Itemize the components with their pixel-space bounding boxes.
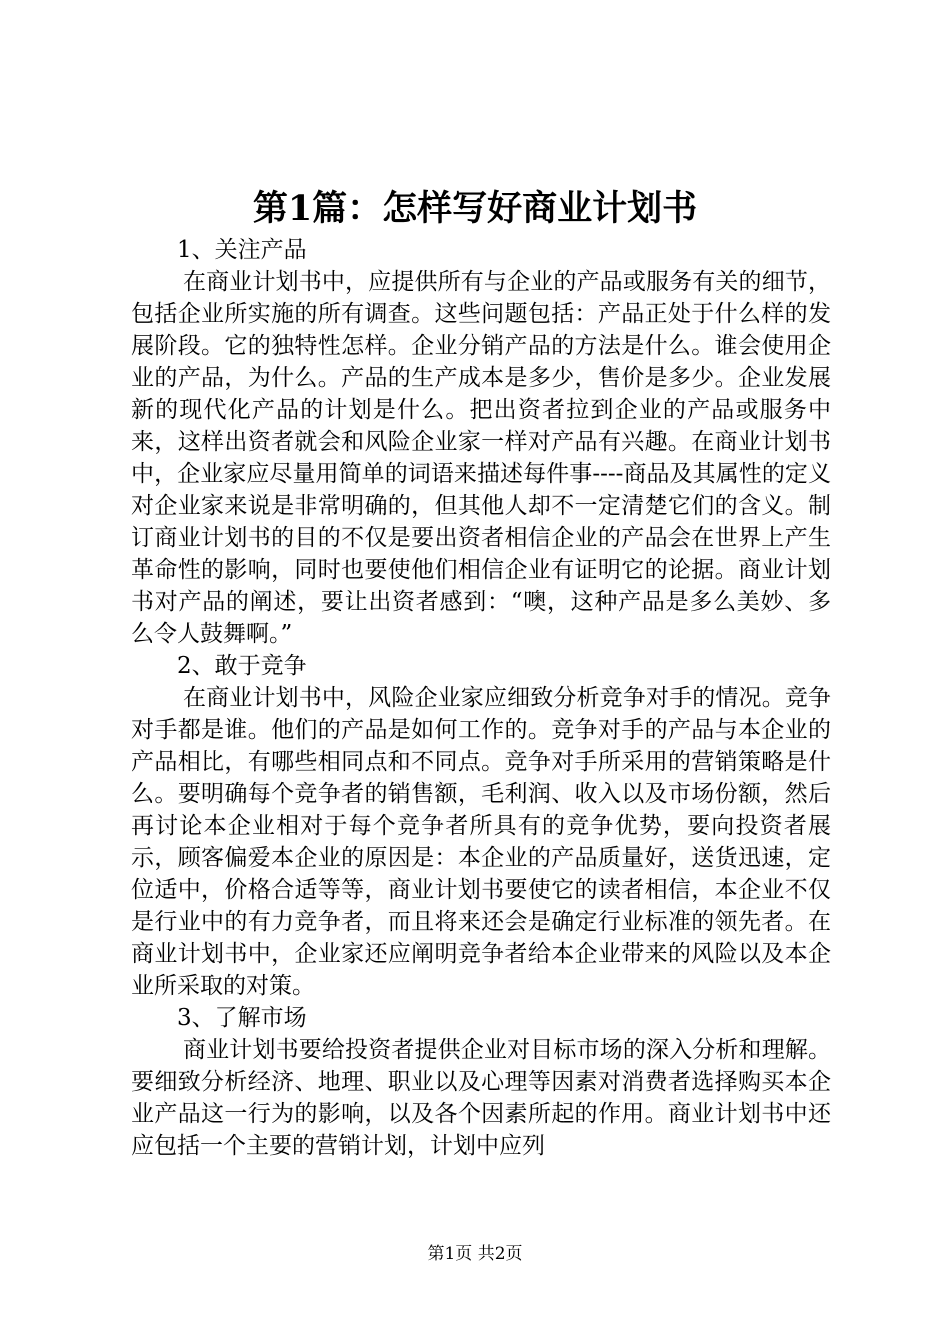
section-heading-product: 1、关注产品 (177, 237, 307, 263)
section-paragraph-market: 商业计划书要给投资者提供企业对目标市场的深入分析和理解。要细致分析经济、地理、职业以及心理等因素对消费者选择购买本企业产品这一行为的影响，以及各个因素所起的作用。商业计划书中还应包括一个主要的营销计划，计划中应列 (131, 1037, 831, 1159)
section-paragraph-competition: 在商业计划书中，风险企业家应细致分析竞争对手的情况。竞争对手都是谁。他们的产品是如何工作的。竞争对手的产品与本企业的产品相比，有哪些相同点和不同点。竞争对手所采用的营销策略是什么。要明确每个竞争者的销售额，毛利润、收入以及市场份额，然后再讨论本企业相对于每个竞争者所具有的竞争优势，要向投资者展示，顾客偏爱本企业的原因是：本企业的产品质量好，送货迅速，定位适中，价格合适等等，商业计划书要使它的读者相信，本企业不仅是行业中的有力竞争者，而且将来还会是确定行业标准的领先者。在商业计划书中，企业家还应阐明竞争者给本企业带来的风险以及本企业所采取的对策。 (131, 685, 831, 999)
document-body (131, 234, 831, 1162)
page-footer: 第1页 共2页 (427, 1244, 523, 1264)
section-paragraph-product: 在商业计划书中，应提供所有与企业的产品或服务有关的细节，包括企业所实施的所有调查。这些问题包括：产品正处于什么样的发展阶段。它的独特性怎样。企业分销产品的方法是什么。谁会使用企业的产品，为什么。产品的生产成本是多少，售价是多少。企业发展新的现代化产品的计划是什么。把出资者拉到企业的产品或服务中来，这样出资者就会和风险企业家一样对产品有兴趣。在商业计划书中，企业家应尽量用简单的词语来描述每件事----商品及其属性的定义对企业家来说是非常明确的，但其他人却不一定清楚它们的含义。制订商业计划书的目的不仅是要出资者相信企业的产品会在世界上产生革命性的影响，同时也要使他们相信企业有证明它的论据。商业计划书对产品的阐述，要让出资者感到：“噢，这种产品是多么美妙、多么令人鼓舞啊。” (131, 269, 831, 647)
section-heading-market: 3、了解市场 (177, 1005, 307, 1031)
section-heading-competition: 2、敢于竞争 (177, 653, 307, 679)
document-title: 第1篇：怎样写好商业计划书 (252, 188, 698, 229)
